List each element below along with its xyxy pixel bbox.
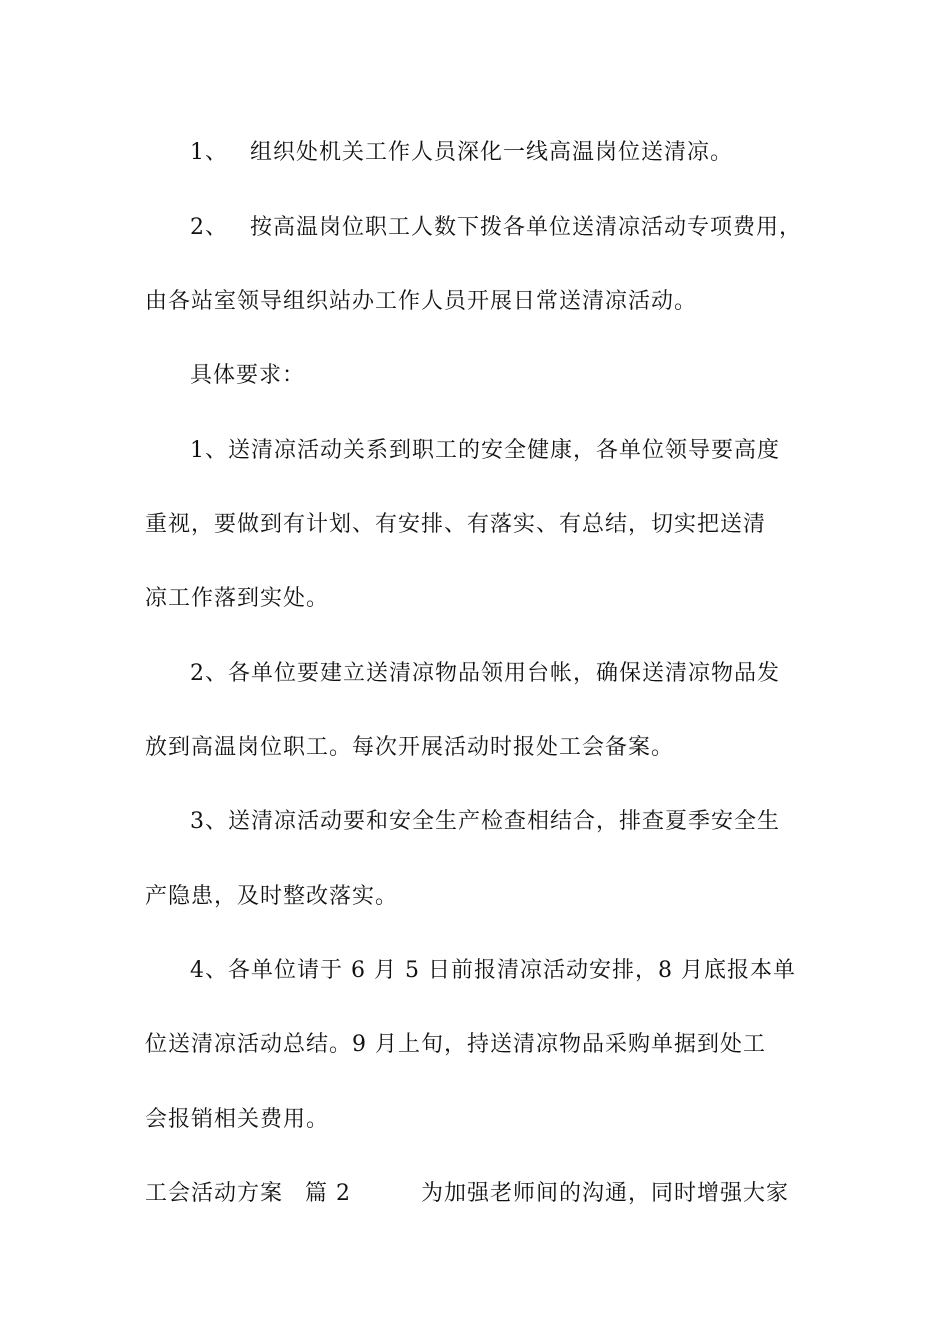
requirement-4-line-2: 位送清凉活动总结。9 月上旬，持送清凉物品采购单据到处工 <box>145 1032 766 1057</box>
item-2-continuation: 由各站室领导组织站办工作人员开展日常送清凉活动。 <box>145 289 698 314</box>
item-1-text: 组织处机关工作人员深化一线高温岗位送清凉。 <box>250 140 734 165</box>
item-1-number: 1、 <box>190 140 228 165</box>
requirement-2-line-1: 2、各单位要建立送清凉物品领用台帐，确保送清凉物品发 <box>190 661 780 686</box>
requirement-4-line-3: 会报销相关费用。 <box>145 1107 330 1132</box>
requirement-1-line-3: 凉工作落到实处。 <box>145 586 330 611</box>
requirement-1-line-1: 1、送清凉活动关系到职工的安全健康，各单位领导要高度 <box>190 438 780 463</box>
requirements-heading: 具体要求： <box>190 363 306 388</box>
item-1 <box>190 138 733 168</box>
section-2-title: 工会活动方案 <box>145 1181 284 1206</box>
item-2-number: 2、 <box>190 215 228 240</box>
section-2-part: 篇 2 <box>305 1181 352 1206</box>
requirement-2-line-2: 放到高温岗位职工。每次开展活动时报处工会备案。 <box>145 735 675 760</box>
item-2-text: 按高温岗位职工人数下拨各单位送清凉活动专项费用， <box>250 215 803 240</box>
section-2-text: 为加强老师间的沟通，同时增强大家 <box>421 1181 790 1206</box>
requirement-3-line-2: 产隐患，及时整改落实。 <box>145 884 399 909</box>
item-2 <box>190 213 802 243</box>
section-2-line <box>145 1179 789 1209</box>
requirement-1-line-2: 重视，要做到有计划、有安排、有落实、有总结，切实把送清 <box>145 512 767 537</box>
requirement-3-line-1: 3、送清凉活动要和安全生产检查相结合，排查夏季安全生 <box>190 809 780 834</box>
requirement-4-line-1: 4、各单位请于 6 月 5 日前报清凉活动安排，8 月底报本单 <box>190 958 796 983</box>
